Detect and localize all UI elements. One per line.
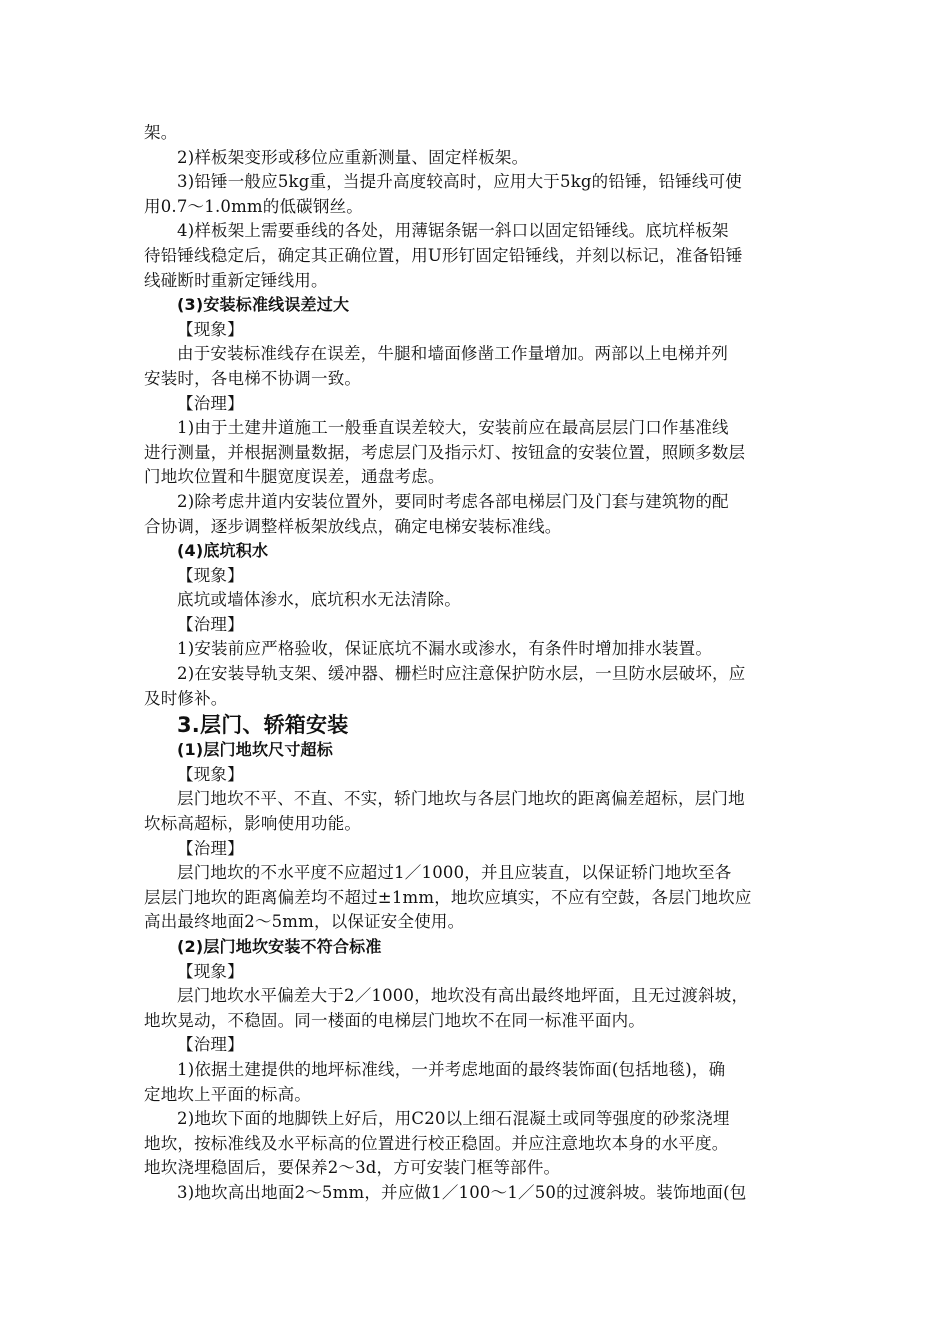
subsection-heading: (3)安装标准线误差过大 (177, 295, 350, 315)
text-line: 2)除考虑井道内安装位置外，要同时考虑各部电梯层门及门套与建筑物的配 (177, 491, 729, 511)
label-tag: 【治理】 (177, 1035, 244, 1055)
text-line: 地坎晃动，不稳固。同一楼面的电梯层门地坎不在同一标准平面内。 (144, 1010, 645, 1030)
section-heading: 3.层门、轿箱安装 (177, 713, 349, 738)
subsection-heading: (2)层门地坎安装不符合标准 (177, 937, 382, 956)
text-line: 层门地坎的不水平度不应超过1／1000，并且应装直，以保证轿门地坎至各 (177, 863, 732, 883)
label-tag: 【现象】 (177, 764, 244, 784)
text-line: 4)样板架上需要垂线的各处，用薄锯条锯一斜口以固定铅锤线。底坑样板架 (177, 221, 729, 241)
text-line: 高出最终地面2～5mm，以保证安全使用。 (144, 912, 465, 932)
text-line: 坎标高超标，影响使用功能。 (144, 814, 362, 834)
label-tag: 【治理】 (177, 838, 244, 858)
text-line: 由于安装标准线存在误差，牛腿和墙面修凿工作量增加。两部以上电梯并列 (177, 344, 729, 364)
label-tag: 【现象】 (177, 319, 244, 339)
text-line: 架。 (144, 123, 178, 142)
text-line: 1)由于土建井道施工一般垂直误差较大，安装前应在最高层层门口作基准线 (177, 418, 729, 438)
text-line: 地坎浇埋稳固后，要保养2～3d，方可安装门框等部件。 (144, 1158, 561, 1178)
text-line: 2)在安装导轨支架、缓冲器、栅栏时应注意保护防水层，一旦防水层破坏，应 (177, 664, 746, 684)
subsection-heading: (4)底坑积水 (177, 541, 269, 561)
text-line: 线碰断时重新定锤线用。 (144, 270, 328, 290)
text-line: 定地坎上平面的标高。 (144, 1084, 311, 1104)
label-tag: 【现象】 (177, 565, 244, 585)
text-line: 层层门地坎的距离偏差均不超过±1mm，地坎应填实，不应有空鼓，各层门地坎应 (144, 887, 752, 907)
text-line: 2)地坎下面的地脚铁上好后，用C20以上细石混凝土或同等强度的砂浆浇埋 (177, 1109, 730, 1129)
text-line: 3)地坎高出地面2～5mm，并应做1／100～1／50的过渡斜坡。装饰地面(包 (177, 1182, 747, 1202)
text-line: 门地坎位置和牛腿宽度误差，通盘考虑。 (144, 467, 445, 487)
text-line: 底坑或墙体渗水，底坑积水无法清除。 (177, 590, 461, 610)
label-tag: 【治理】 (177, 614, 244, 634)
text-line: 2)样板架变形或移位应重新测量、固定样板架。 (177, 147, 529, 167)
text-line: 及时修补。 (144, 688, 228, 708)
text-line: 层门地坎不平、不直、不实，轿门地坎与各层门地坎的距离偏差超标，层门地 (177, 789, 745, 809)
text-line: 3)铅锤一般应5kg重，当提升高度较高时，应用大于5kg的铅锤，铅锤线可使 (177, 172, 742, 192)
text-line: 1)安装前应严格验收，保证底坑不漏水或渗水，有条件时增加排水装置。 (177, 639, 713, 659)
text-line: 用0.7～1.0mm的低碳钢丝。 (144, 196, 363, 216)
text-line: 安装时，各电梯不协调一致。 (144, 368, 362, 388)
subsection-heading: (1)层门地坎尺寸超标 (177, 740, 333, 760)
text-line: 地坎，按标准线及水平标高的位置进行校正稳固。并应注意地坎本身的水平度。 (144, 1133, 729, 1153)
text-line: 合协调，逐步调整样板架放线点，确定电梯安装标准线。 (144, 516, 562, 536)
text-line: 层门地坎水平偏差大于2／1000，地坎没有高出最终地坪面，且无过渡斜坡， (177, 986, 749, 1006)
label-tag: 【现象】 (177, 961, 244, 981)
document-page (144, 121, 812, 1206)
text-line: 1)依据土建提供的地坪标准线，一并考虑地面的最终装饰面(包括地毯)，确 (177, 1059, 726, 1079)
text-line: 进行测量，并根据测量数据，考虑层门及指示灯、按钮盒的安装位置，照顾多数层 (144, 442, 746, 462)
label-tag: 【治理】 (177, 393, 244, 413)
text-line: 待铅锤线稳定后，确定其正确位置，用U形钉固定铅锤线，并刻以标记，准备铅锤 (144, 245, 743, 265)
